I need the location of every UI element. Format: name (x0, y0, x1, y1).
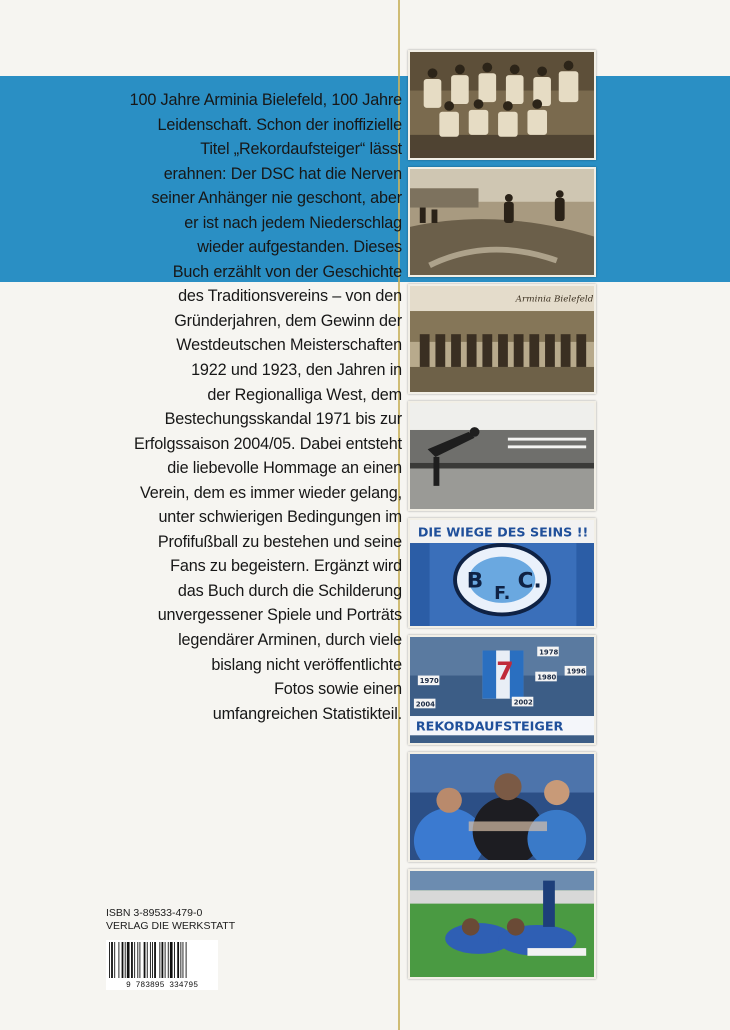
blurb-line: des Traditionsvereins – von den (178, 287, 402, 306)
barcode-bar (127, 942, 130, 978)
blurb-line: umfangreichen Statistikteil. (212, 704, 402, 723)
barcode-bar (168, 942, 169, 978)
photo-fan-choreo-crest (408, 518, 596, 628)
blurb-line: Fotos sowie einen (274, 680, 402, 699)
fan-banner-text: DIE WIEGE DES SEINS !! (417, 524, 589, 540)
barcode-bar (131, 942, 133, 978)
barcode-bar (180, 942, 181, 978)
photo-historic-team (408, 50, 596, 160)
barcode-bar (174, 942, 175, 978)
publisher-name: VERLAG DIE WERKSTATT (106, 920, 236, 932)
blurb-line: der Regionalliga West, dem (207, 385, 402, 404)
barcode-bar (137, 942, 138, 978)
barcode-bars (106, 940, 218, 982)
barcode (106, 940, 218, 990)
blurb-line: Erfolgssaison 2004/05. Dabei entsteht (133, 434, 402, 453)
blurb-line: unter schwierigen Bedingungen im (158, 508, 402, 527)
blurb-line: erahnen: Der DSC hat die Nerven (163, 164, 402, 183)
barcode-bar (139, 942, 140, 978)
barcode-bar (147, 942, 148, 978)
photo-muddy-match (408, 167, 596, 277)
blurb-line: Verein, dem es immer wieder gelang, (140, 483, 402, 502)
barcode-bar (122, 942, 124, 978)
photo-fan-stand-banner (408, 635, 596, 745)
blurb-line: er ist nach jedem Niederschlag (184, 213, 402, 232)
year-sign: 2002 (513, 698, 533, 707)
photo-caption-script: Arminia Bielefeld (515, 294, 594, 305)
blurb-line: Titel „Rekordaufsteiger“ lässt (200, 140, 402, 159)
year-sign: 1978 (539, 648, 559, 657)
blurb-line: Profifußball zu bestehen und seine (157, 532, 402, 551)
blurb-line: bislang nicht veröffentlichte (211, 655, 402, 674)
blurb-line: Fans zu begeistern. Ergänzt wird (170, 557, 402, 576)
barcode-bar (186, 942, 187, 978)
isbn-number: ISBN 3-89533-479-0 (106, 907, 203, 919)
barcode-bar (170, 942, 173, 978)
barcode-bar (162, 942, 164, 978)
barcode-bar (134, 942, 135, 978)
blurb-line: seiner Anhänger nie geschont, aber (151, 189, 402, 208)
year-sign: 2004 (415, 700, 435, 709)
photo-goalkeeper-dive (408, 401, 596, 511)
blurb-line: 1922 und 1923, den Jahren in (191, 361, 402, 380)
barcode-bar (118, 942, 119, 978)
blurb-line: wieder aufgestanden. Dieses (197, 238, 402, 257)
blurb-line: das Buch durch die Schilderung (177, 581, 402, 600)
blurb-line: Buch erzählt von der Geschichte (172, 262, 402, 281)
photo-players-on-pitch (408, 869, 596, 979)
barcode-bar (183, 942, 184, 978)
barcode-bar (152, 942, 153, 978)
barcode-bar (150, 942, 151, 978)
year-sign: 1996 (566, 667, 586, 676)
banner-text-rekordaufsteiger: REKORDAUFSTEIGER (415, 718, 564, 734)
photo-team-lineup (408, 284, 596, 394)
crest-letter-c: C. (517, 568, 542, 594)
crest-letter-f: F. (494, 584, 511, 604)
barcode-bar (159, 942, 160, 978)
year-sign: 1970 (419, 677, 439, 686)
barcode-digits: 9 783895 334795 (106, 981, 218, 990)
blurb-line: 100 Jahre Arminia Bielefeld, 100 Jahre (129, 91, 402, 109)
barcode-bar (154, 942, 156, 978)
isbn-block (106, 907, 235, 933)
photo-players-celebrating (408, 752, 596, 862)
barcode-bar (111, 942, 113, 978)
barcode-bar (144, 942, 146, 978)
flag-number: 7 (496, 656, 514, 686)
blurb-line: Bestechungsskandal 1971 bis zur (164, 410, 402, 429)
barcode-bar (177, 942, 179, 978)
barcode-bar (114, 942, 115, 978)
barcode-bar (125, 942, 126, 978)
blurb-line: Westdeutschen Meisterschaften (176, 336, 402, 355)
blurb-line: Leidenschaft. Schon der inoffizielle (157, 115, 402, 134)
barcode-bar (109, 942, 110, 978)
crest-letter-b: B (466, 568, 484, 594)
back-cover-blurb (80, 88, 402, 726)
year-sign: 1980 (537, 673, 557, 682)
blurb-line: legendärer Arminen, durch viele (178, 631, 402, 650)
blurb-line: unvergessener Spiele und Porträts (157, 606, 402, 625)
blurb-line: Gründerjahren, dem Gewinn der (174, 311, 402, 330)
barcode-bar (165, 942, 166, 978)
blurb-line: die liebevolle Hommage an einen (167, 459, 402, 478)
